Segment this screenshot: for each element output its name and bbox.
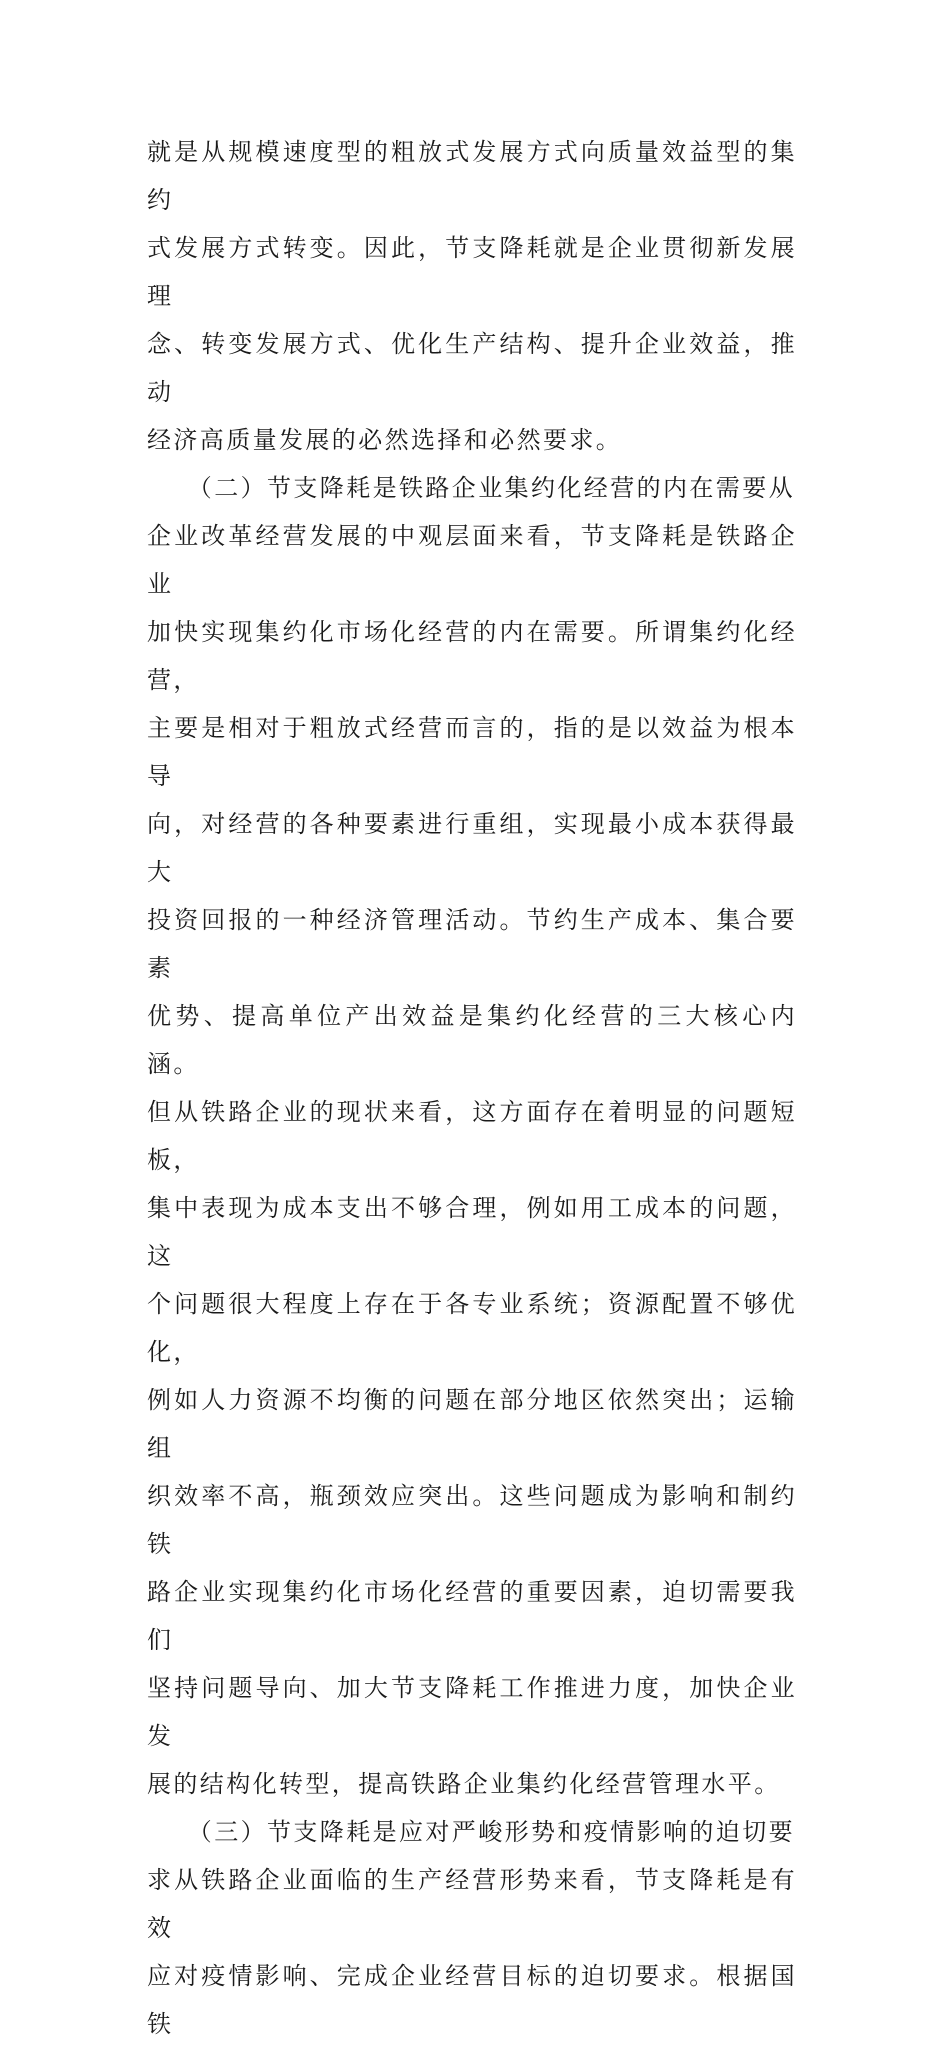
paragraph-section-three: （三）节支降耗是应对严峻形势和疫情影响的迫切要 求从铁路企业面临的生产经营形势来看，节支降耗是有效 应对疫情影响、完成企业经营目标的迫切要求。根据国铁 [147,1818,797,2038]
paragraph-continuation: 就是从规模速度型的粗放式发展方式向质量效益型的集约 式发展方式转变。因此，节支降耗就是企业贯彻新发展理 念、转变发展方式、优化生产结构、提升企业效益，推动 经济高质量发展的必然选择和必然要求。 [147,138,797,454]
document-body [147,128,797,2048]
paragraph-section-two: （二）节支降耗是铁路企业集约化经营的内在需要从 企业改革经营发展的中观层面来看，节支降耗是铁路企业 加快实现集约化市场化经营的内在需要。所谓集约化经营， 主要是相对于粗放式经营而言的，指的是以效益为根本导 向，对经营的各种要素进行重组，实现最小成本获得最大 投资回报的一种经济管理活动。节约生产成本、集合要素 优势、提高单位产出效益是集约化经营的三大核心内涵。 但从铁路企业的现状来看，这方面存在着明显的问题短板， 集中表现为成本支出不够合理，例如用工成本的问题，这 个问题很大程度上存在于各专业系统；资源配置不够优化， 例如人力资源不均衡的问题在部分地区依然突出；运输组 织效率不高，瓶颈效应突出。这些问题成为影响和制约铁 路企业实现集约化市场化经营的重要因素，迫切需要我们 坚持问题导向、加大节支降耗工作推进力度，加快企业发 展的结构化转型，提高铁路企业集约化经营管理水平。 [147,474,797,1798]
